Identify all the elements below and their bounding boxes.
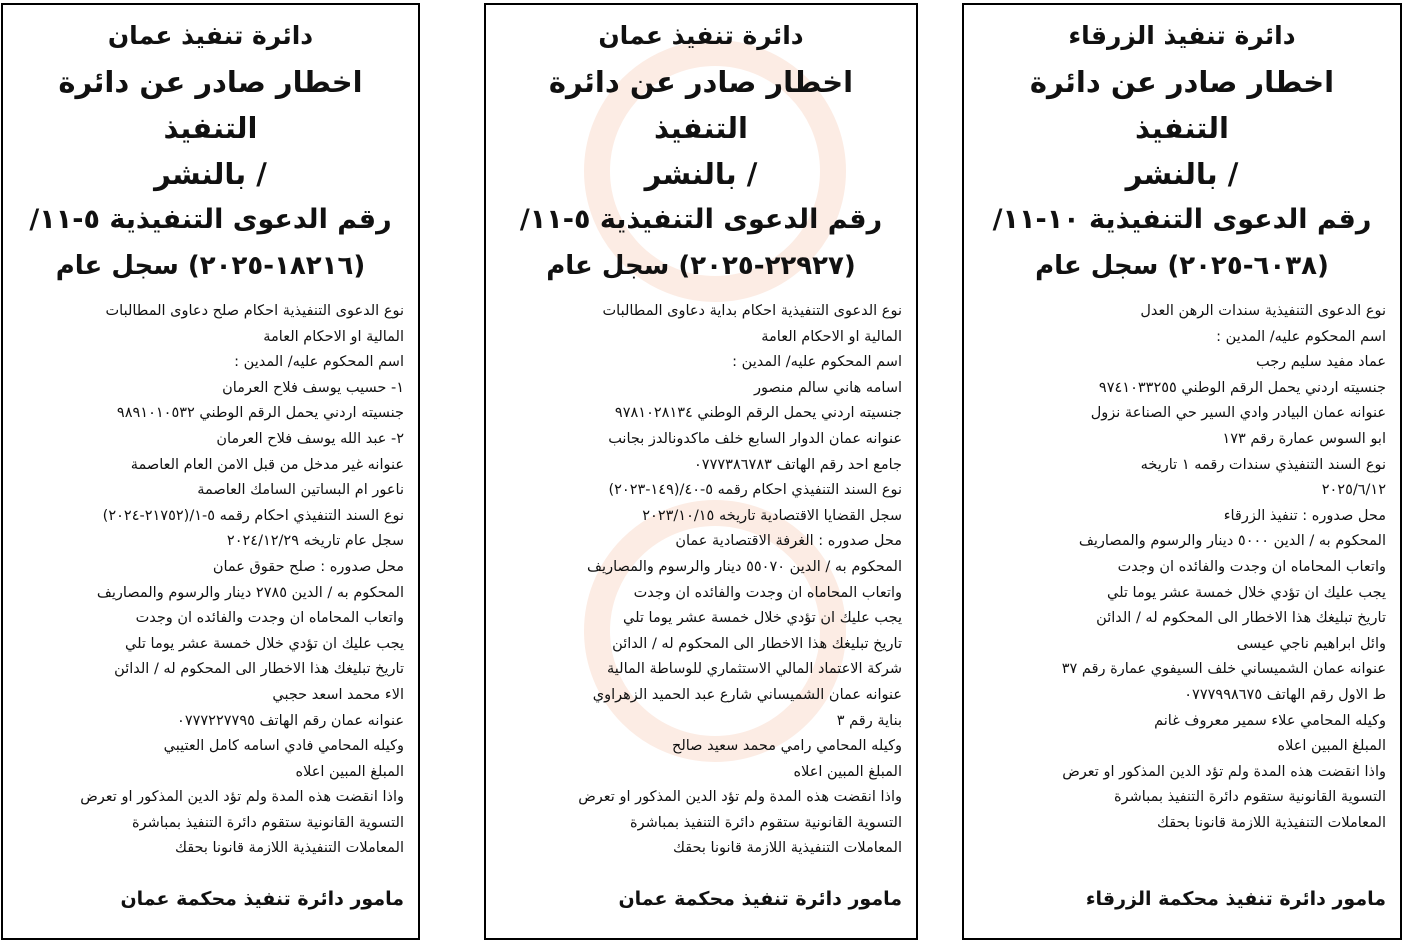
notice-header bbox=[978, 13, 1386, 289]
body-line: ناعور ام البساتين السامك العاصمة bbox=[197, 482, 404, 499]
body-line: محل صدوره : الغرفة الاقتصادية عمان bbox=[675, 533, 902, 550]
body-line: المبلغ المبين اعلاه bbox=[793, 763, 902, 780]
body-line: محل صدوره : تنفيذ الزرقاء bbox=[1223, 507, 1386, 524]
body-line: واتعاب المحاماه ان وجدت والفائده ان وجدت bbox=[633, 584, 902, 601]
body-line: اسم المحكوم عليه/ المدين : bbox=[1216, 328, 1386, 345]
body-line: التسوية القانونية ستقوم دائرة التنفيذ بمباشرة bbox=[1114, 789, 1386, 806]
notice-title: اخطار صادر عن دائرة التنفيذ bbox=[58, 65, 363, 145]
body-line: واتعاب المحاماه ان وجدت والفائده ان وجدت bbox=[135, 610, 404, 627]
body-line: جنسيته اردني يحمل الرقم الوطني ٩٧٨١٠٢٨١٣٤ bbox=[614, 405, 902, 422]
case-number: رقم الدعوى التنفيذية ١٠-١١/ bbox=[992, 204, 1372, 235]
body-line: تاريخ تبليغك هذا الاخطار الى المحكوم له / الدائن bbox=[114, 661, 404, 678]
body-line: التسوية القانونية ستقوم دائرة التنفيذ بمباشرة bbox=[630, 814, 902, 831]
notice-header bbox=[500, 13, 902, 289]
body-line: المبلغ المبين اعلاه bbox=[295, 763, 404, 780]
body-line: تاريخ تبليغك هذا الاخطار الى المحكوم له / الدائن bbox=[1096, 610, 1386, 627]
notice-header bbox=[17, 13, 404, 289]
body-line: جامع احد رقم الهاتف ٠٧٧٧٣٨٦٧٨٣ bbox=[694, 456, 902, 473]
body-line: يجب عليك ان تؤدي خلال خمسة عشر يوما تلي bbox=[1107, 584, 1386, 601]
body-line: عنوانه غير مدخل من قبل الامن العام العاصمة bbox=[130, 456, 404, 473]
body-line: نوع الدعوى التنفيذية احكام صلح دعاوى المطالبات bbox=[105, 303, 404, 319]
body-line: يجب عليك ان تؤدي خلال خمسة عشر يوما تلي bbox=[125, 635, 404, 652]
notice-subtitle: / بالنشر bbox=[1125, 157, 1239, 191]
case-register: (١٨٢١٦-٢٠٢٥) سجل عام bbox=[55, 251, 366, 281]
body-line: واذا انقضت هذه المدة ولم تؤد الدين المذكور او تعرض bbox=[578, 789, 902, 806]
notice-body bbox=[978, 299, 1386, 836]
notice-column-amman-middle bbox=[484, 3, 918, 940]
body-line: سجل القضايا الاقتصادية تاريخه ٢٠٢٣/١٠/١٥ bbox=[642, 507, 902, 524]
body-line: عنوانه عمان البيادر وادي السير حي الصناعة نزول bbox=[1090, 405, 1386, 422]
body-line: وكيله المحامي رامي محمد سعيد صالح bbox=[671, 738, 902, 755]
body-line: وائل ابراهيم ناجي عيسى bbox=[1236, 635, 1386, 652]
body-line: ط الاول رقم الهاتف ٠٧٧٧٩٩٨٦٧٥ bbox=[1184, 686, 1386, 703]
body-line: محل صدوره : صلح حقوق عمان bbox=[212, 558, 404, 575]
body-line: المعاملات التنفيذية اللازمة قانونا بحقك bbox=[1157, 814, 1386, 831]
body-line: المالية او الاحكام العامة bbox=[263, 328, 404, 345]
body-line: الاء محمد اسعد حجبي bbox=[272, 686, 404, 703]
body-line: المحكوم به / الدين ٥٥٠٧٠ دينار والرسوم والمصاريف bbox=[587, 558, 902, 575]
body-line: المالية او الاحكام العامة bbox=[761, 328, 902, 345]
body-line: التسوية القانونية ستقوم دائرة التنفيذ بمباشرة bbox=[132, 814, 404, 831]
body-line: المحكوم به / الدين ٥٠٠٠ دينار والرسوم والمصاريف bbox=[1078, 533, 1386, 550]
body-line: ابو السوس عمارة رقم ١٧٣ bbox=[1222, 430, 1386, 447]
body-line: المعاملات التنفيذية اللازمة قانونا بحقك bbox=[673, 840, 902, 857]
body-line: واذا انقضت هذه المدة ولم تؤد الدين المذكور او تعرض bbox=[1062, 763, 1386, 780]
body-line: وكيله المحامي فادي اسامه كامل العتيبي bbox=[163, 738, 404, 755]
body-line: المحكوم به / الدين ٢٧٨٥ دينار والرسوم والمصاريف bbox=[96, 584, 404, 601]
body-line: المبلغ المبين اعلاه bbox=[1277, 738, 1386, 755]
body-line: عماد مفيد سليم رجب bbox=[1255, 354, 1386, 371]
body-line: المعاملات التنفيذية اللازمة قانونا بحقك bbox=[175, 840, 404, 857]
body-line: واذا انقضت هذه المدة ولم تؤد الدين المذكور او تعرض bbox=[80, 789, 404, 806]
body-line: نوع السند التنفيذي احكام رقمه ٥-١/(٢١٧٥٢-٢٠٢٤) bbox=[102, 507, 404, 524]
body-line: ٢- عبد الله يوسف فلاح العرمان bbox=[216, 430, 404, 447]
case-register: (٦٠٣٨-٢٠٢٥) سجل عام bbox=[1035, 251, 1329, 281]
body-line: تاريخ تبليغك هذا الاخطار الى المحكوم له / الدائن bbox=[612, 635, 902, 652]
signature: مامور دائرة تنفيذ محكمة عمان bbox=[618, 888, 902, 910]
office-title: دائرة تنفيذ الزرقاء bbox=[1068, 21, 1296, 50]
notice-title: اخطار صادر عن دائرة التنفيذ bbox=[1029, 65, 1335, 145]
body-line: واتعاب المحاماه ان وجدت والفائده ان وجدت bbox=[1117, 558, 1386, 575]
notice-title: اخطار صادر عن دائرة التنفيذ bbox=[548, 65, 854, 145]
notice-body bbox=[500, 299, 902, 862]
body-line: شركة الاعتماد المالي الاستثماري للوساطة المالية bbox=[607, 661, 902, 678]
body-line: عنوانه عمان الشميساني شارع عبد الحميد الزهراوي bbox=[592, 686, 902, 703]
body-line: اسم المحكوم عليه/ المدين : bbox=[234, 354, 404, 371]
body-line: سجل عام تاريخه ٢٠٢٤/١٢/٢٩ bbox=[226, 533, 404, 550]
body-line: ١- حسيب يوسف فلاح العرمان bbox=[222, 379, 404, 396]
body-line: يجب عليك ان تؤدي خلال خمسة عشر يوما تلي bbox=[623, 610, 902, 627]
body-line: جنسيته اردني يحمل الرقم الوطني ٩٧٤١٠٣٣٢٥٥ bbox=[1098, 379, 1386, 396]
body-line: اسم المحكوم عليه/ المدين : bbox=[732, 354, 902, 371]
body-line: نوع الدعوى التنفيذية احكام بداية دعاوى المطالبات bbox=[602, 303, 902, 319]
body-line: نوع السند التنفيذي احكام رقمه ٥-٤٠/(١٤٩-٢٠٢٣) bbox=[608, 482, 902, 499]
signature: مامور دائرة تنفيذ محكمة الزرقاء bbox=[1085, 888, 1386, 910]
notice-column-amman-left bbox=[1, 3, 420, 940]
body-line: عنوانه عمان الشميساني خلف السيفوي عمارة رقم ٣٧ bbox=[1061, 661, 1386, 678]
signature: مامور دائرة تنفيذ محكمة عمان bbox=[120, 888, 404, 910]
notice-subtitle: / بالنشر bbox=[644, 157, 758, 191]
notice-subtitle: / بالنشر bbox=[154, 157, 267, 191]
body-line: عنوانه عمان الدوار السابع خلف ماكدونالدز بجانب bbox=[608, 430, 902, 447]
body-line: عنوانه عمان رقم الهاتف ٠٧٧٧٢٢٧٧٩٥ bbox=[177, 712, 404, 729]
office-title: دائرة تنفيذ عمان bbox=[598, 21, 804, 50]
case-register: (٢٢٩٢٧-٢٠٢٥) سجل عام bbox=[546, 251, 856, 281]
body-line: اسامه هاني سالم منصور bbox=[754, 379, 902, 396]
body-line: جنسيته اردني يحمل الرقم الوطني ٩٨٩١٠١٠٥٣٢ bbox=[116, 405, 404, 422]
body-line: نوع السند التنفيذي سندات رقمه ١ تاريخه bbox=[1140, 456, 1386, 473]
notice-column-zarqa bbox=[962, 3, 1402, 940]
body-line: نوع الدعوى التنفيذية سندات الرهن العدل bbox=[1140, 303, 1386, 319]
case-number: رقم الدعوى التنفيذية ٥-١١/ bbox=[29, 204, 392, 235]
notice-body bbox=[17, 299, 404, 862]
office-title: دائرة تنفيذ عمان bbox=[107, 21, 314, 50]
case-number: رقم الدعوى التنفيذية ٥-١١/ bbox=[519, 204, 883, 235]
body-line: وكيله المحامي علاء سمير معروف غانم bbox=[1154, 712, 1386, 729]
body-line: ٢٠٢٥/٦/١٢ bbox=[1321, 482, 1386, 499]
body-line: بناية رقم ٣ bbox=[836, 712, 902, 729]
